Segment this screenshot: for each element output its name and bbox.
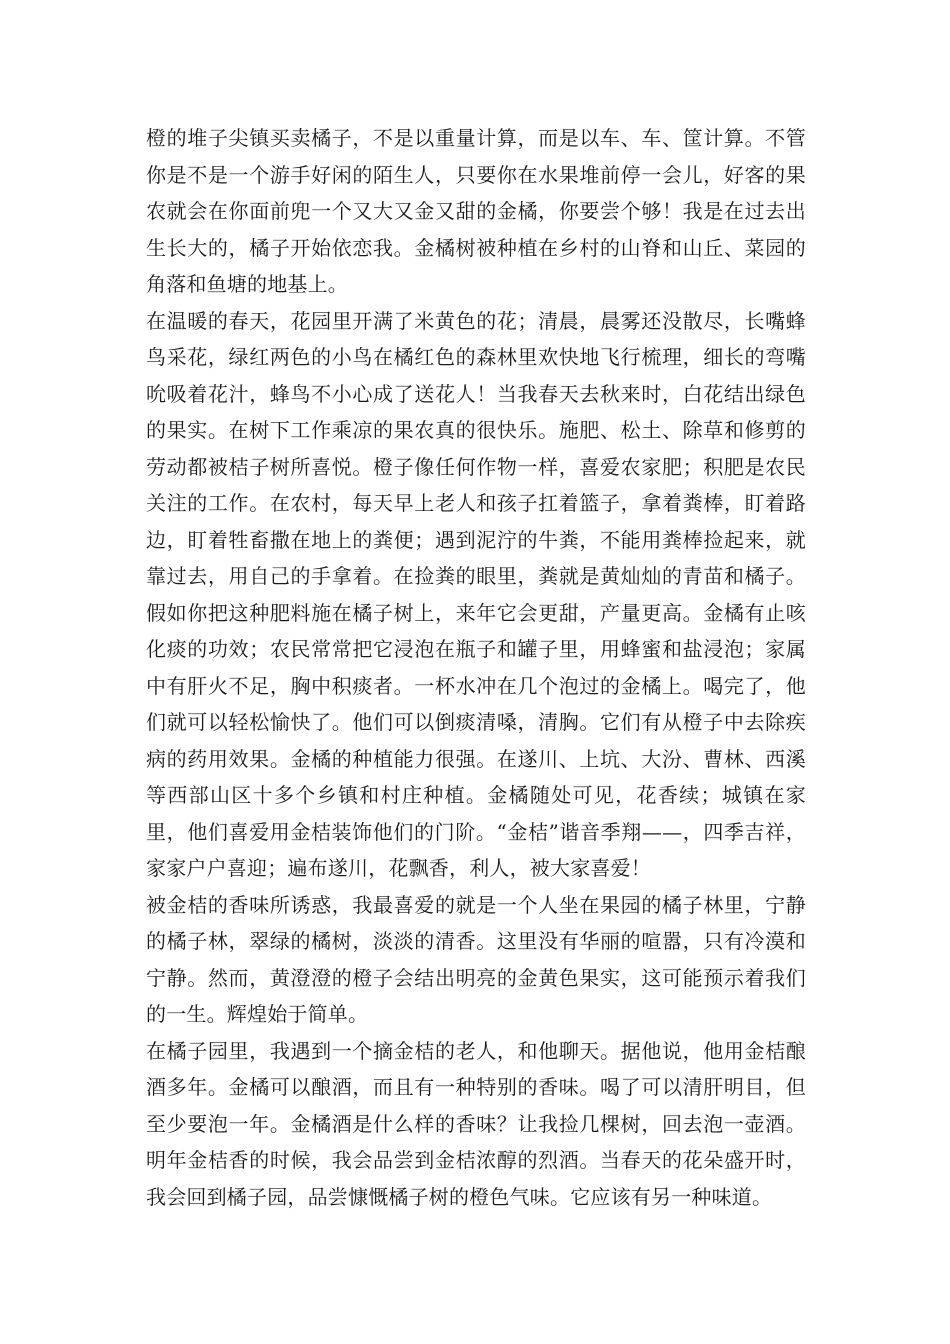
document-body: [146, 120, 806, 1215]
paragraph-4: 在橘子园里，我遇到一个摘金桔的老人，和他聊天。据他说，他用金桔酿酒多年。金橘可以酿酒，而且有一种特别的香味。喝了可以清肝明目，但至少要泡一年。金橘酒是什么样的香味？让我捡几棵树，回去泡一壶酒。明年金桔香的时候，我会品尝到金桔浓醇的烈酒。当春天的花朵盛开时，我会回到橘子园，品尝慷慨橘子树的橙色气味。它应该有另一种味道。: [146, 1038, 806, 1209]
paragraph-2: 在温暖的春天，花园里开满了米黄色的花；清晨，晨雾还没散尽，长嘴蜂鸟采花，绿红两色的小鸟在橘红色的森林里欢快地飞行梳理，细长的弯嘴吮吸着花汁，蜂鸟不小心成了送花人！当我春天去秋来时，白花结出绿色的果实。在树下工作乘凉的果农真的很快乐。施肥、松土、除草和修剪的劳动都被桔子树所喜悦。橙子像任何作物一样，喜爱农家肥；积肥是农民关注的工作。在农村，每天早上老人和孩子扛着篮子，拿着粪棒，盯着路边，盯着牲畜撒在地上的粪便；遇到泥泞的牛粪，不能用粪棒捡起来，就靠过去，用自己的手拿着。在捡粪的眼里，粪就是黄灿灿的青苗和橘子。假如你把这种肥料施在橘子树上，来年它会更甜，产量更高。金橘有止咳化痰的功效；农民常常把它浸泡在瓶子和罐子里，用蜂蜜和盐浸泡；家属中有肝火不足，胸中积痰者。一杯水冲在几个泡过的金橘上。喝完了，他们就可以轻松愉快了。他们可以倒痰清嗓，清胸。它们有从橙子中去除疾病的药用效果。金橘的种植能力很强。在遂川、上坑、大汾、曹林、西溪等西部山区十多个乡镇和村庄种植。金橘随处可见，花香续；城镇在家里，他们喜爱用金桔装饰他们的门阶。“金桔”谐音季翔——，四季吉祥，家家户户喜迎；遍布遂川，花飘香，利人，被大家喜爱！: [146, 308, 806, 880]
paragraph-3: 被金桔的香味所诱惑，我最喜爱的就是一个人坐在果园的橘子林里，宁静的橘子林，翠绿的橘树，淡淡的清香。这里没有华丽的喧嚣，只有冷漠和宁静。然而，黄澄澄的橙子会结出明亮的金黄色果实，这可能预示着我们的一生。辉煌始于简单。: [146, 892, 806, 1026]
paragraph-1: 橙的堆子尖镇买卖橘子，不是以重量计算，而是以车、车、筐计算。不管你是不是一个游手好闲的陌生人，只要你在水果堆前停一会儿，好客的果农就会在你面前兜一个又大又金又甜的金橘，你要尝个够！我是在过去出生长大的，橘子开始依恋我。金橘树被种植在乡村的山脊和山丘、菜园的角落和鱼塘的地基上。: [146, 126, 806, 296]
